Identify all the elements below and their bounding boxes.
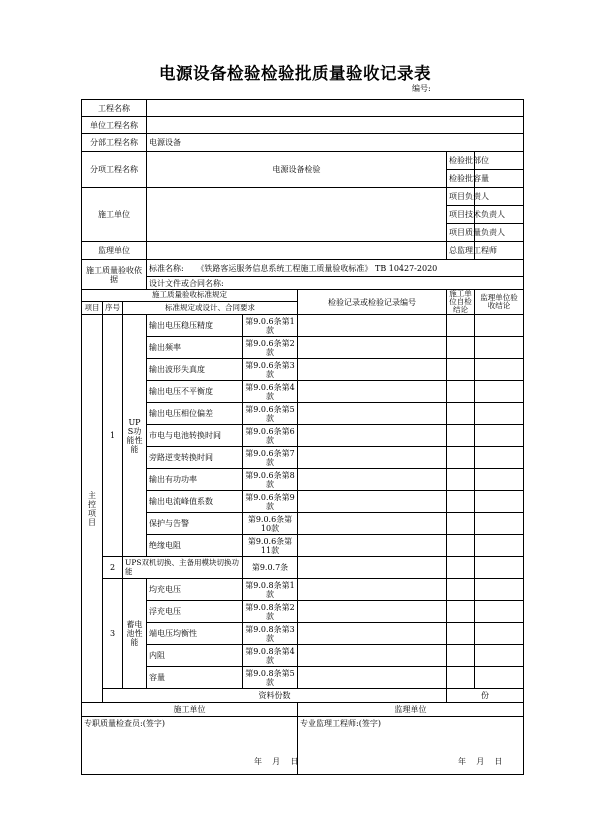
item-name: 输出电压相位偏差 xyxy=(147,403,243,425)
construction-conclusion-cell[interactable] xyxy=(447,381,475,403)
supervision-unit-value[interactable] xyxy=(147,242,447,260)
tech-leader-label: 项目技术负责人 xyxy=(447,206,475,224)
item-clause: 第9.0.6条第6款 xyxy=(243,425,298,447)
row-project-name xyxy=(82,100,524,117)
record-cell[interactable] xyxy=(298,469,447,491)
record-cell[interactable] xyxy=(298,601,447,623)
item-name: 输出频率 xyxy=(147,337,243,359)
construction-unit-value[interactable] xyxy=(147,188,447,242)
standard-value: 《铁路客运服务信息系统工程施工质量验收标准》 TB 10427-2020 xyxy=(196,263,438,273)
table-row xyxy=(82,469,524,491)
item-clause: 第9.0.8条第2款 xyxy=(243,601,298,623)
table-row xyxy=(82,601,524,623)
basis-label: 施工质量验收依据 xyxy=(82,260,147,290)
sign-construction-unit: 施工单位 xyxy=(82,703,298,717)
table-row xyxy=(82,337,524,359)
item-clause: 第9.0.6条第8款 xyxy=(243,469,298,491)
data-count-label: 资料份数 xyxy=(103,689,447,703)
table-row xyxy=(82,557,524,579)
item-name: 保护与告警 xyxy=(147,513,243,535)
supervisor-sign-cell[interactable] xyxy=(298,717,524,775)
record-cell[interactable] xyxy=(298,513,447,535)
construction-conclusion-cell[interactable] xyxy=(447,337,475,359)
design-label: 设计文件或合同名称: xyxy=(147,277,524,290)
supervisor-date: 年 月 日 xyxy=(458,757,503,766)
unit-project-label: 单位工程名称 xyxy=(82,117,147,134)
row-basis-1 xyxy=(82,260,524,277)
record-cell[interactable] xyxy=(298,315,447,337)
supervision-unit-label: 监理单位 xyxy=(82,242,147,260)
project-name-value[interactable] xyxy=(147,100,524,117)
table-row xyxy=(82,403,524,425)
record-cell[interactable] xyxy=(298,381,447,403)
item-name: 输出有功功率 xyxy=(147,469,243,491)
record-cell[interactable] xyxy=(298,557,447,579)
page-title: 电源设备检验检验批质量验收记录表 xyxy=(159,64,431,83)
item-name: 均充电压 xyxy=(147,579,243,601)
supervision-conclusion-cell[interactable] xyxy=(475,337,524,359)
unit-project-value[interactable] xyxy=(147,117,524,134)
item-clause: 第9.0.6条第2款 xyxy=(243,337,298,359)
item-clause: 第9.0.6条第4款 xyxy=(243,381,298,403)
construction-conclusion-cell[interactable] xyxy=(447,425,475,447)
record-cell[interactable] xyxy=(298,447,447,469)
batch-location-label: 检验批部位 xyxy=(447,152,475,170)
construction-unit-label: 施工单位 xyxy=(82,188,147,242)
inspector-date: 年 月 日 xyxy=(254,757,299,766)
item-project-label: 分项工程名称 xyxy=(82,152,147,188)
inspector-label: 专职质量检查员:(签字) xyxy=(84,719,165,728)
copies-cell[interactable] xyxy=(447,689,524,703)
supervision-conclusion-cell[interactable] xyxy=(475,403,524,425)
construction-conclusion-cell[interactable] xyxy=(447,535,475,557)
row-sub-project xyxy=(82,134,524,152)
table-row xyxy=(82,491,524,513)
group-seq: 2 xyxy=(103,557,123,579)
construction-conclusion-cell[interactable] xyxy=(447,623,475,645)
sign-supervision-unit: 监理单位 xyxy=(298,703,524,717)
record-header: 检验记录或检验记录编号 xyxy=(298,290,447,315)
item-header: 项目 xyxy=(82,301,103,314)
row-construction-1 xyxy=(82,188,524,206)
supervision-conclusion-cell[interactable] xyxy=(475,491,524,513)
item-clause: 第9.0.6条第10款 xyxy=(243,513,298,535)
table-row xyxy=(82,425,524,447)
record-cell[interactable] xyxy=(298,359,447,381)
item-name: 输出电压不平衡度 xyxy=(147,381,243,403)
construction-conclusion-cell[interactable] xyxy=(447,403,475,425)
record-cell[interactable] xyxy=(298,535,447,557)
row-data-count xyxy=(82,689,524,703)
item-name: 旁路逆变转换时间 xyxy=(147,447,243,469)
supervision-conclusion-cell[interactable] xyxy=(475,601,524,623)
item-name: 端电压均衡性 xyxy=(147,623,243,645)
row-sign-header xyxy=(82,703,524,717)
item-name: 输出波形失真度 xyxy=(147,359,243,381)
standard-line xyxy=(147,260,524,277)
row-item-project-1 xyxy=(82,152,524,170)
item-clause: 第9.0.8条第5款 xyxy=(243,667,298,689)
table-row xyxy=(82,513,524,535)
table-row xyxy=(82,667,524,689)
construction-conclusion-cell[interactable] xyxy=(447,667,475,689)
row-basis-2 xyxy=(82,277,524,290)
table-row xyxy=(82,359,524,381)
supervision-conclusion-header: 监理单位验收结论 xyxy=(475,290,524,315)
item-name: 浮充电压 xyxy=(147,601,243,623)
construction-conclusion-cell[interactable] xyxy=(447,601,475,623)
row-supervision xyxy=(82,242,524,260)
item-clause: 第9.0.6条第9款 xyxy=(243,491,298,513)
sub-project-label: 分部工程名称 xyxy=(82,134,147,152)
item-project-value: 电源设备检验 xyxy=(147,152,447,188)
supervision-conclusion-cell[interactable] xyxy=(475,557,524,579)
group-category: 蓄电池性能 xyxy=(123,579,147,689)
chief-supervisor-label: 总监理工程师 xyxy=(447,242,475,260)
acceptance-record-table xyxy=(81,99,524,775)
item-name: 容量 xyxy=(147,667,243,689)
table-row xyxy=(82,315,524,337)
table-row xyxy=(82,623,524,645)
construction-conclusion-header: 施工单位自检结论 xyxy=(447,290,475,315)
item-clause: 第9.0.6条第1款 xyxy=(243,315,298,337)
item-clause: 第9.0.8条第4款 xyxy=(243,645,298,667)
standard-label: 标准名称: xyxy=(149,263,184,273)
supervision-conclusion-cell[interactable] xyxy=(475,447,524,469)
supervision-conclusion-cell[interactable] xyxy=(475,535,524,557)
construction-conclusion-cell[interactable] xyxy=(447,557,475,579)
construction-conclusion-cell[interactable] xyxy=(447,513,475,535)
supervision-conclusion-cell[interactable] xyxy=(475,513,524,535)
construction-conclusion-cell[interactable] xyxy=(447,447,475,469)
supervision-conclusion-cell[interactable] xyxy=(475,667,524,689)
record-cell[interactable] xyxy=(298,491,447,513)
item-clause: 第9.0.8条第1款 xyxy=(243,579,298,601)
item-name: 绝缘电阻 xyxy=(147,535,243,557)
table-row xyxy=(82,535,524,557)
supervision-conclusion-cell[interactable] xyxy=(475,645,524,667)
supervision-conclusion-cell[interactable] xyxy=(475,359,524,381)
row-col-header-1 xyxy=(82,290,524,302)
supervision-conclusion-cell[interactable] xyxy=(475,381,524,403)
item-clause: 第9.0.6条第11款 xyxy=(243,535,298,557)
supervision-conclusion-cell[interactable] xyxy=(475,425,524,447)
group-category: UPS功能性能 xyxy=(123,315,147,557)
quality-leader-label: 项目质量负责人 xyxy=(447,224,475,242)
record-cell[interactable] xyxy=(298,623,447,645)
item-clause: 第9.0.6条第3款 xyxy=(243,359,298,381)
record-cell[interactable] xyxy=(298,667,447,689)
project-leader-label: 项目负责人 xyxy=(447,188,475,206)
seq-header: 序号 xyxy=(103,301,123,314)
item-name: 市电与电池转换时间 xyxy=(147,425,243,447)
item-name: 输出电压稳压精度 xyxy=(147,315,243,337)
group-seq: 1 xyxy=(103,315,123,557)
table-row xyxy=(82,381,524,403)
supervision-conclusion-cell[interactable] xyxy=(475,469,524,491)
row-sign-body xyxy=(82,717,524,775)
main-control-label: 主控项目 xyxy=(82,315,103,703)
batch-capacity-label: 检验批容量 xyxy=(447,170,475,188)
item-name: 内阻 xyxy=(147,645,243,667)
table-row xyxy=(82,579,524,601)
construction-conclusion-cell[interactable] xyxy=(447,579,475,601)
record-cell[interactable] xyxy=(298,337,447,359)
record-cell[interactable] xyxy=(298,403,447,425)
standard-group-header: 施工质量验收标准规定 xyxy=(82,290,298,302)
requirement-header: 标准规定或设计、合同要求 xyxy=(123,301,298,314)
construction-conclusion-cell[interactable] xyxy=(447,315,475,337)
supervisor-label: 专业监理工程师:(签字) xyxy=(300,719,381,728)
item-name: UPS双机切换、主备用模块切换功能 xyxy=(123,557,243,579)
item-clause: 第9.0.8条第3款 xyxy=(243,623,298,645)
construction-conclusion-cell[interactable] xyxy=(447,491,475,513)
copies-label: 份 xyxy=(481,691,490,700)
record-cell[interactable] xyxy=(298,645,447,667)
construction-conclusion-cell[interactable] xyxy=(447,645,475,667)
record-cell[interactable] xyxy=(298,579,447,601)
construction-conclusion-cell[interactable] xyxy=(447,469,475,491)
group-seq: 3 xyxy=(103,579,123,689)
project-name-label: 工程名称 xyxy=(82,100,147,117)
code-label: 编号: xyxy=(412,84,431,93)
supervision-conclusion-cell[interactable] xyxy=(475,623,524,645)
table-row xyxy=(82,447,524,469)
row-unit-project xyxy=(82,117,524,134)
table-row xyxy=(82,645,524,667)
supervision-conclusion-cell[interactable] xyxy=(475,579,524,601)
item-clause: 第9.0.7条 xyxy=(243,557,298,579)
inspector-sign-cell[interactable] xyxy=(82,717,298,775)
item-clause: 第9.0.6条第5款 xyxy=(243,403,298,425)
record-cell[interactable] xyxy=(298,425,447,447)
construction-conclusion-cell[interactable] xyxy=(447,359,475,381)
supervision-conclusion-cell[interactable] xyxy=(475,315,524,337)
item-name: 输出电流峰值系数 xyxy=(147,491,243,513)
sub-project-value: 电源设备 xyxy=(147,134,524,152)
item-clause: 第9.0.6条第7款 xyxy=(243,447,298,469)
